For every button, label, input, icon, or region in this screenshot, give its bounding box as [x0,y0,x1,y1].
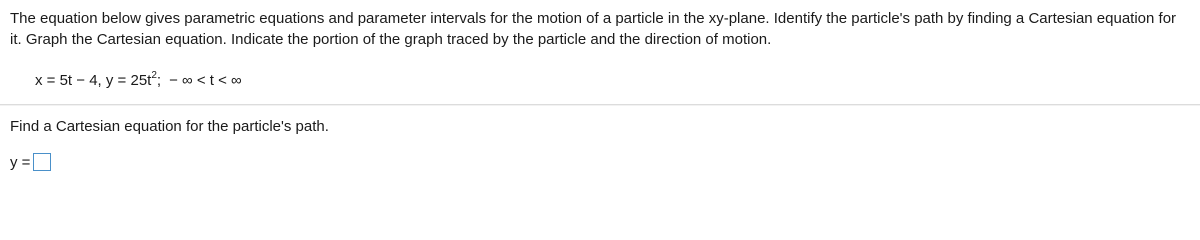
answer-label: y = [10,153,31,171]
question-text: The equation below gives parametric equations and parameter intervals for the motion of a particle in the xy-plane. Identify the particle's path by finding a Cartesian equation for it. Graph the Cartesian equation. Indicate the portion of the graph traced by the particle and the direction of motion. [10,10,1177,48]
parameter-interval: − ∞ < t < ∞ [169,72,242,89]
equation-part1: x = 5t − 4, y = 25t [35,72,152,89]
section-divider [0,104,1200,105]
answer-row [10,151,51,173]
parametric-equation [35,71,242,89]
equation-exponent: 2 [151,70,157,81]
equation-part2: ; [156,72,162,89]
answer-input-box[interactable] [33,153,51,171]
answer-prompt: Find a Cartesian equation for the particle's path. [10,118,329,135]
